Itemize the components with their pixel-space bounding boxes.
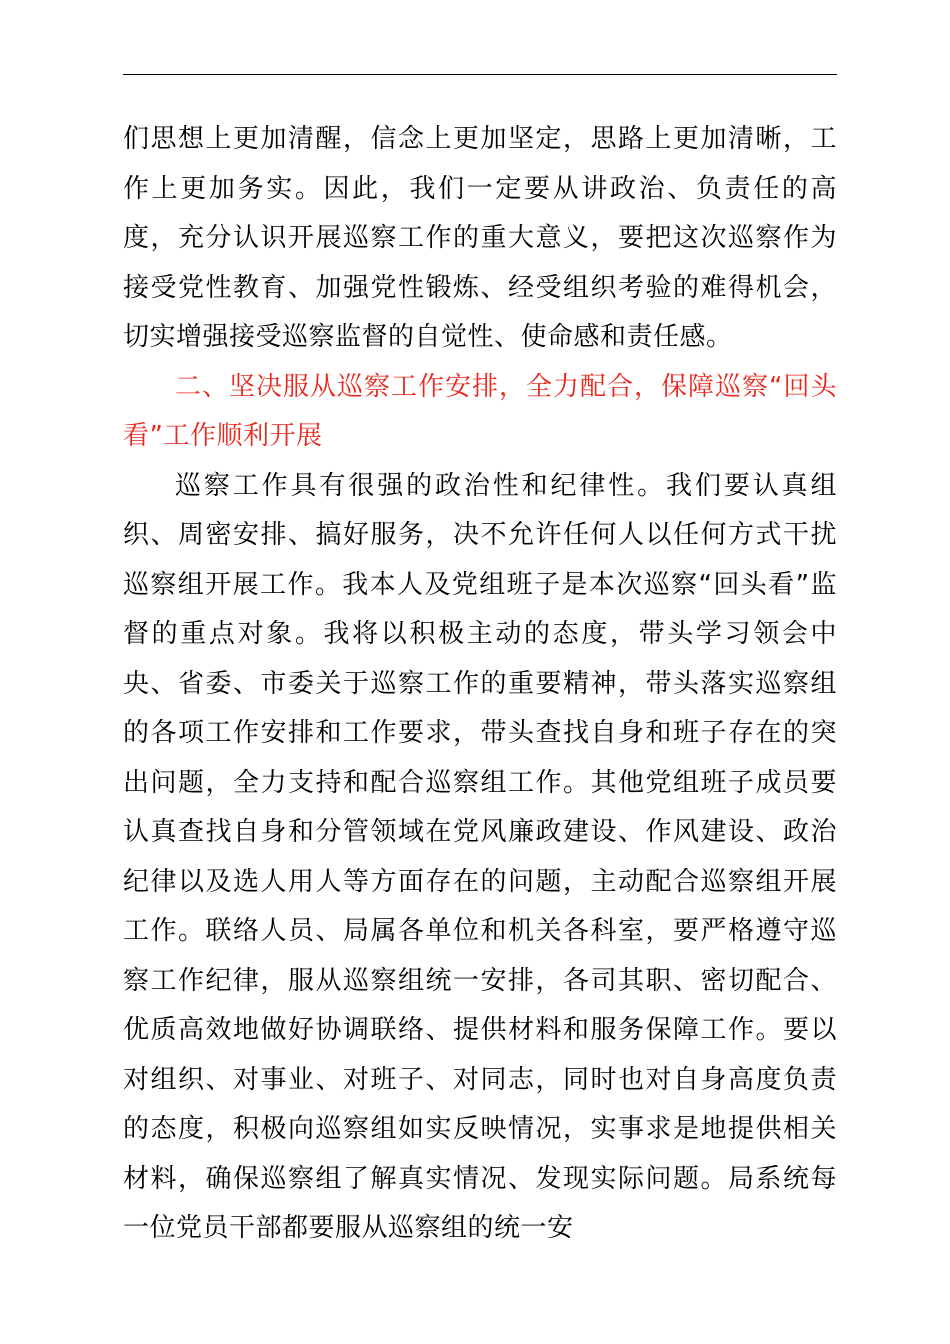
section-heading-2: 二、坚决服从巡察工作安排，全力配合，保障巡察“回头看”工作顺利开展	[123, 371, 837, 451]
paragraph-continuation: 们思想上更加清醒，信念上更加坚定，思路上更加清晰，工作上更加务实。因此，我们一定要从讲政治、负责任的高度，充分认识开展巡察工作的重大意义，要把这次巡察作为接受党性教育、加强党性锻炼、经受组织考验的难得机会，切实增强接受巡察监督的自觉性、使命感和责任感。	[123, 124, 837, 352]
paragraph-section-2: 巡察工作具有很强的政治性和纪律性。我们要认真组织、周密安排、搞好服务，决不允许任何人以任何方式干扰巡察组开展工作。我本人及党组班子是本次巡察“回头看”监督的重点对象。我将以积极主动的态度，带头学习领会中央、省委、市委关于巡察工作的重要精神，带头落实巡察组的各项工作安排和工作要求，带头查找自身和班子存在的突出问题，全力支持和配合巡察组工作。其他党组班子成员要认真查找自身和分管领域在党风廉政建设、作风建设、政治纪律以及选人用人等方面存在的问题，主动配合巡察组开展工作。联络人员、局属各单位和机关各科室，要严格遵守巡察工作纪律，服从巡察组统一安排，各司其职、密切配合、优质高效地做好协调联络、提供材料和服务保障工作。要以对组织、对事业、对班子、对同志，同时也对自身高度负责的态度，积极向巡察组如实反映情况，实事求是地提供相关材料，确保巡察组了解真实情况、发现实际问题。局系统每一位党员干部都要服从巡察组的统一安	[123, 470, 837, 1243]
header-rule	[123, 74, 837, 75]
document-body	[123, 115, 837, 1254]
